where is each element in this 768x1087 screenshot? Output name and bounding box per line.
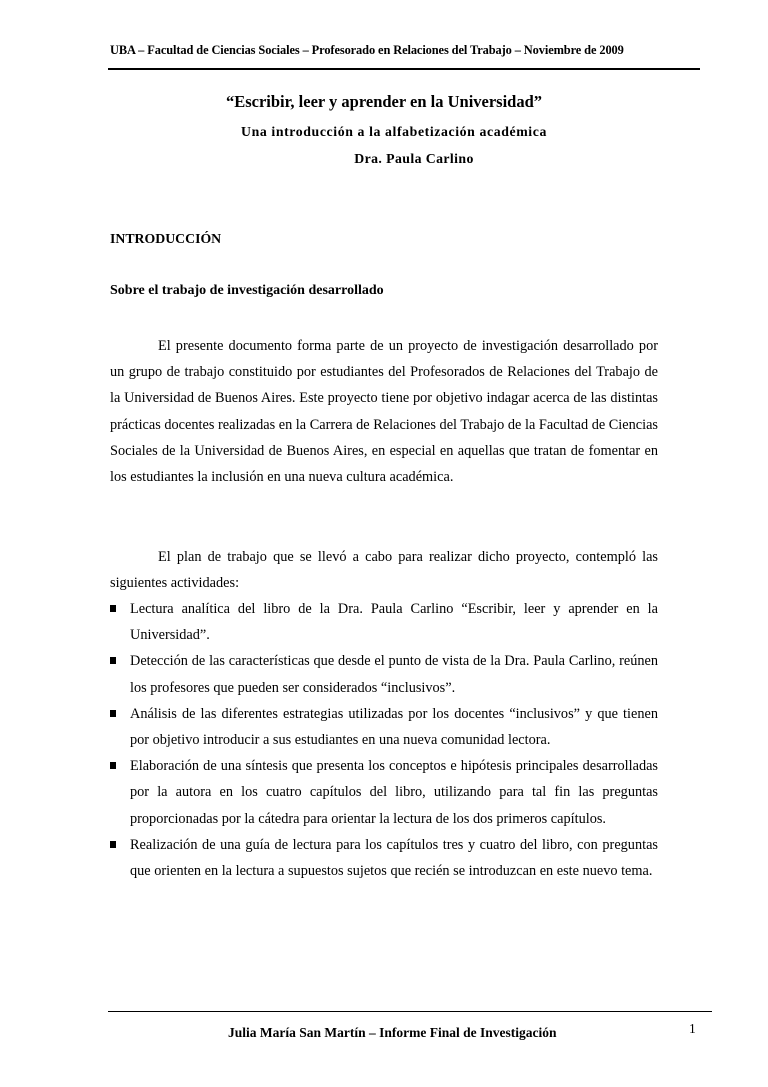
list-item-text: Detección de las características que desde el punto de vista de la Dra. Paula Carlino, reúnen los profesores que pueden ser considerados “inclusivos”. xyxy=(130,653,658,696)
activities-list xyxy=(110,596,658,884)
document-subtitle: Una introducción a la alfabetización académica xyxy=(241,124,547,139)
running-footer: Julia María San Martín – Informe Final de Investigación xyxy=(228,1025,557,1040)
list-item-text: Lectura analítica del libro de la Dra. Paula Carlino “Escribir, leer y aprender en la Universidad”. xyxy=(130,601,658,644)
header-divider xyxy=(108,68,700,70)
square-bullet-icon xyxy=(110,762,116,769)
list-item xyxy=(110,648,658,700)
body-paragraph: El plan de trabajo que se llevó a cabo para realizar dicho proyecto, contempló las siguientes actividades: xyxy=(110,549,658,592)
square-bullet-icon xyxy=(110,605,116,612)
list-item-text: Realización de una guía de lectura para los capítulos tres y cuatro del libro, con preguntas que orienten en la lectura a supuestos sujetos que recién se introduzcan en este nuevo tema. xyxy=(130,836,658,880)
square-bullet-icon xyxy=(110,841,116,848)
list-item-text: Análisis de las diferentes estrategias utilizadas por los docentes “inclusivos” y que tienen por objetivo introducir a sus estudiantes en una nueva comunidad lectora. xyxy=(130,705,658,749)
subsection-heading: Sobre el trabajo de investigación desarrollado xyxy=(110,283,384,298)
page-number: 1 xyxy=(689,1021,696,1036)
list-item-text: Elaboración de una síntesis que presenta los conceptos e hipótesis principales desarrolladas por la autora en los cuatro capítulos del libro, utilizando para tal fin las preguntas proporcionadas por la cátedra para orientar la lectura de los dos primeros capítulos. xyxy=(130,758,658,827)
running-header: UBA – Facultad de Ciencias Sociales – Profesorado en Relaciones del Trabajo – Noviembre de 2009 xyxy=(110,43,624,57)
list-item xyxy=(110,753,658,832)
document-title: “Escribir, leer y aprender en la Universidad” xyxy=(225,92,543,111)
section-heading: INTRODUCCIÓN xyxy=(110,231,222,246)
list-item xyxy=(110,832,658,884)
list-item xyxy=(110,701,658,753)
footer-divider xyxy=(108,1011,712,1012)
document-author: Dra. Paula Carlino xyxy=(354,151,474,166)
square-bullet-icon xyxy=(110,710,116,717)
body-paragraph: El presente documento forma parte de un proyecto de investigación desarrollado por un grupo de trabajo constituido por estudiantes del Profesorados de Relaciones del Trabajo de la Universidad de Buenos Aires. Este proyecto tiene por objetivo indagar acerca de las distintas prácticas docentes realizadas en la Carrera de Relaciones del Trabajo de la Facultad de Ciencias Sociales de la Universidad de Buenos Aires, en especial en aquellas que tratan de fomentar en los estudiantes la inclusión en una nueva cultura académica. xyxy=(110,338,658,486)
square-bullet-icon xyxy=(110,657,116,664)
list-item xyxy=(110,596,658,648)
